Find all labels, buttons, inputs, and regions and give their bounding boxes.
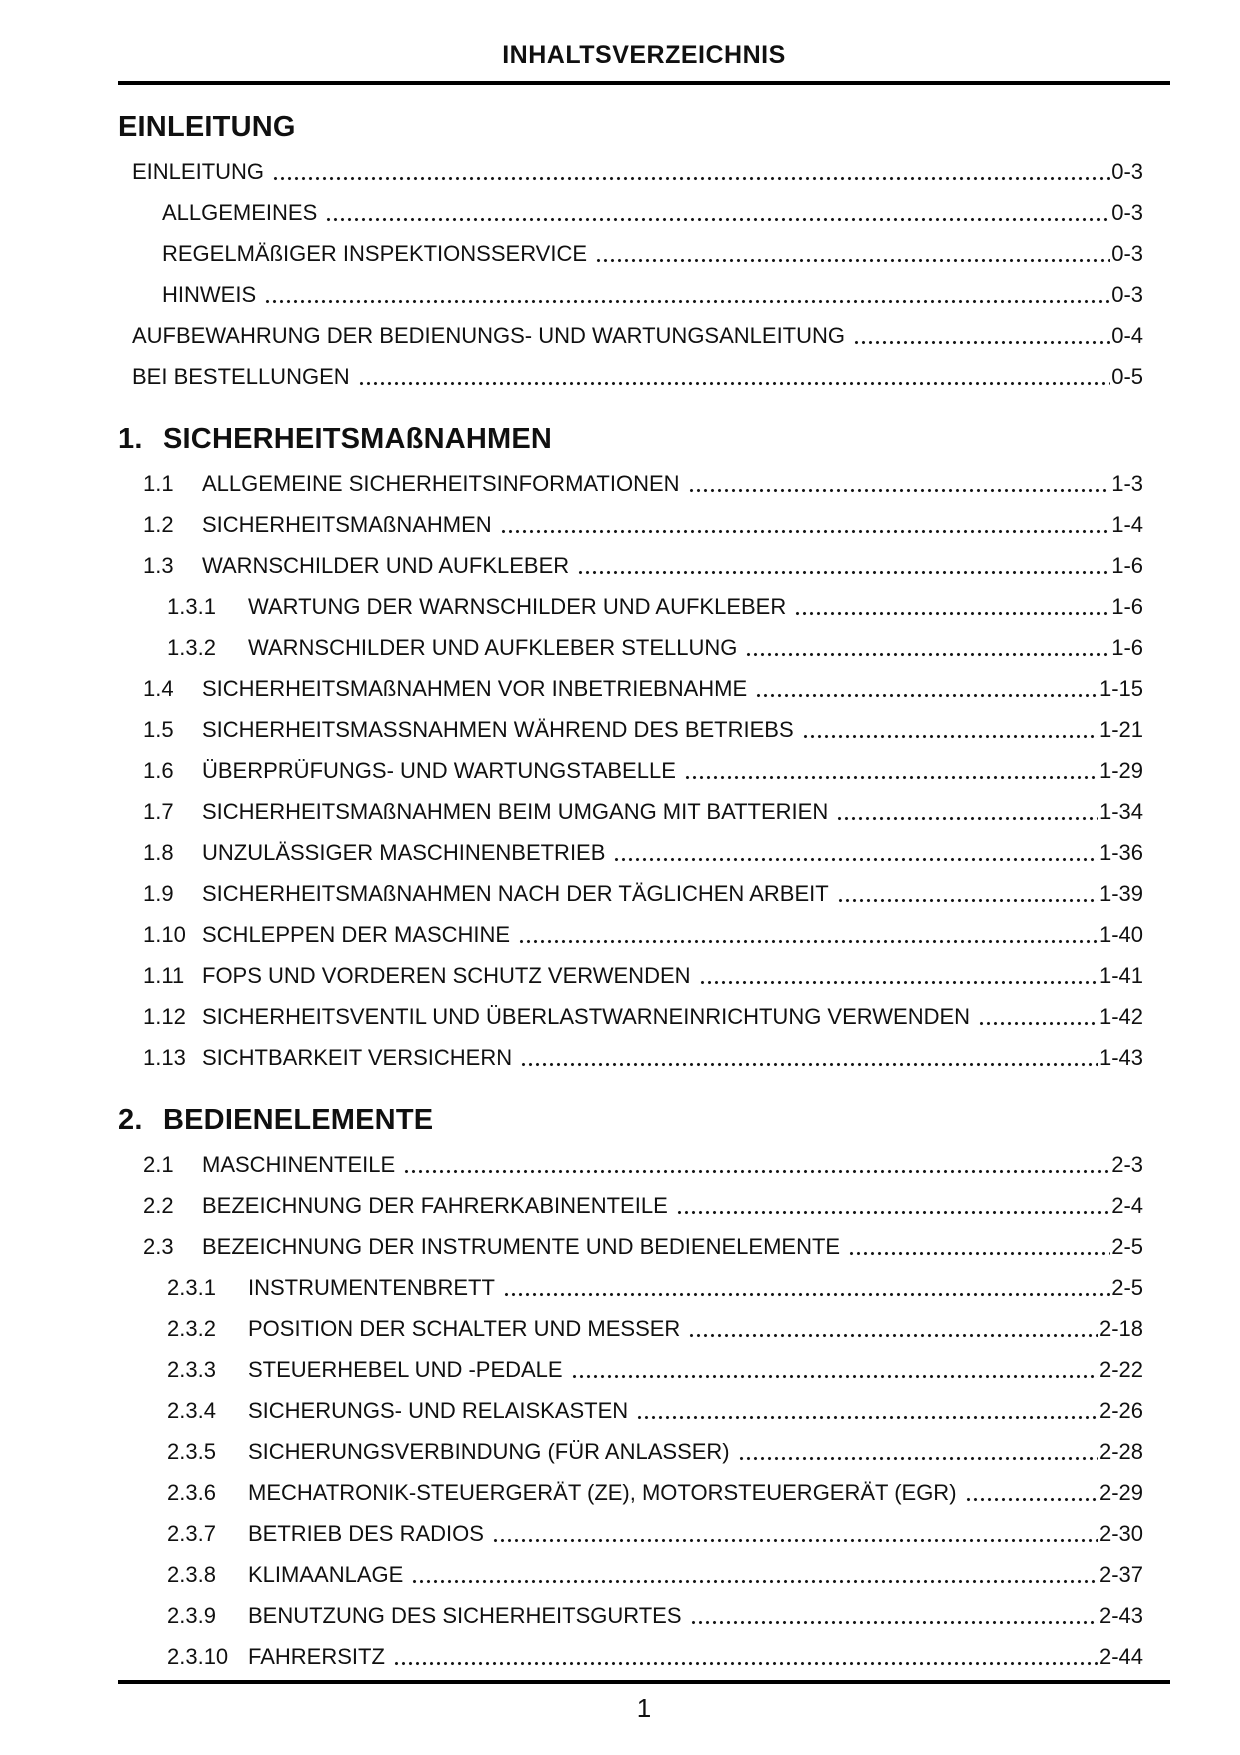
toc-entry bbox=[118, 504, 1170, 545]
section-heading bbox=[118, 109, 1170, 145]
section-title: BEDIENELEMENTE bbox=[163, 1104, 434, 1136]
dot-leader bbox=[688, 463, 1111, 504]
section-entries bbox=[118, 151, 1170, 397]
entry-page-number: 2-18 bbox=[1098, 1316, 1143, 1341]
page-content bbox=[118, 0, 1170, 1677]
toc-entry bbox=[118, 192, 1170, 233]
toc-entry bbox=[118, 233, 1170, 274]
entry-number: 2.3.5 bbox=[167, 1439, 216, 1464]
toc-entry bbox=[118, 791, 1170, 832]
entry-page-number: 2-44 bbox=[1098, 1644, 1143, 1669]
dot-leader bbox=[492, 1513, 1098, 1554]
section-entries bbox=[118, 463, 1170, 1078]
toc-entry bbox=[118, 1513, 1170, 1554]
toc-entry bbox=[118, 151, 1170, 192]
header-rule bbox=[118, 81, 1170, 85]
entry-label: FOPS UND VORDEREN SCHUTZ VERWENDEN bbox=[202, 963, 691, 988]
entry-label: BEZEICHNUNG DER INSTRUMENTE UND BEDIENELEMENTE bbox=[202, 1234, 841, 1259]
entry-page-number: 1-15 bbox=[1098, 676, 1143, 701]
toc-entry bbox=[118, 873, 1170, 914]
entry-label: BENUTZUNG DES SICHERHEITSGURTES bbox=[248, 1603, 682, 1628]
entry-label: WARNSCHILDER UND AUFKLEBER STELLUNG bbox=[248, 635, 738, 660]
toc-entry bbox=[118, 356, 1170, 397]
entry-label: POSITION DER SCHALTER UND MESSER bbox=[248, 1316, 681, 1341]
section-title: EINLEITUNG bbox=[118, 111, 296, 143]
entry-page-number: 1-29 bbox=[1098, 758, 1143, 783]
entry-label: AUFBEWAHRUNG DER BEDIENUNGS- UND WARTUNGSANLEITUNG bbox=[132, 323, 846, 348]
entry-page-number: 2-5 bbox=[1111, 1275, 1143, 1300]
toc-entry bbox=[118, 1308, 1170, 1349]
toc-entry bbox=[118, 668, 1170, 709]
dot-leader bbox=[853, 315, 1110, 356]
toc-entry bbox=[118, 627, 1170, 668]
footer-rule bbox=[118, 1680, 1170, 1684]
entry-label: STEUERHEBEL UND -PEDALE bbox=[248, 1357, 563, 1382]
entry-page-number: 1-40 bbox=[1098, 922, 1143, 947]
entry-label: MECHATRONIK-STEUERGERÄT (ZE), MOTORSTEUERGERÄT (EGR) bbox=[248, 1480, 957, 1505]
toc-entry bbox=[118, 709, 1170, 750]
entry-number: 1.6 bbox=[143, 758, 174, 783]
entry-page-number: 2-43 bbox=[1098, 1603, 1143, 1628]
entry-number: 1.4 bbox=[143, 676, 174, 701]
entry-page-number: 0-5 bbox=[1111, 364, 1143, 389]
dot-leader bbox=[837, 873, 1098, 914]
dot-leader bbox=[272, 151, 1110, 192]
toc-entry bbox=[118, 750, 1170, 791]
dot-leader bbox=[393, 1636, 1098, 1677]
toc-entry bbox=[118, 1185, 1170, 1226]
entry-page-number: 1-43 bbox=[1098, 1045, 1143, 1070]
entry-number: 2.3.1 bbox=[167, 1275, 216, 1300]
dot-leader bbox=[520, 1037, 1098, 1078]
entry-number: 2.3.9 bbox=[167, 1603, 216, 1628]
dot-leader bbox=[264, 274, 1110, 315]
dot-leader bbox=[503, 1267, 1110, 1308]
entry-number: 1.7 bbox=[143, 799, 174, 824]
entry-number: 1.3.2 bbox=[167, 635, 216, 660]
entry-page-number: 1-6 bbox=[1111, 594, 1143, 619]
entry-page-number: 0-4 bbox=[1111, 323, 1143, 348]
toc-section bbox=[118, 109, 1170, 397]
toc-entry bbox=[118, 315, 1170, 356]
section-entries bbox=[118, 1144, 1170, 1677]
entry-label: SICHTBARKEIT VERSICHERN bbox=[202, 1045, 513, 1070]
dot-leader bbox=[794, 586, 1110, 627]
dot-leader bbox=[577, 545, 1110, 586]
dot-leader bbox=[571, 1349, 1098, 1390]
entry-label: UNZULÄSSIGER MASCHINENBETRIEB bbox=[202, 840, 606, 865]
entry-number: 2.3.7 bbox=[167, 1521, 216, 1546]
entry-page-number: 1-39 bbox=[1098, 881, 1143, 906]
entry-number: 1.8 bbox=[143, 840, 174, 865]
dot-leader bbox=[403, 1144, 1110, 1185]
entry-label: INSTRUMENTENBRETT bbox=[248, 1275, 495, 1300]
section-number: 1. bbox=[118, 423, 143, 455]
table-of-contents bbox=[118, 109, 1170, 1677]
entry-label: HINWEIS bbox=[162, 282, 257, 307]
entry-number: 2.2 bbox=[143, 1193, 174, 1218]
entry-page-number: 2-3 bbox=[1111, 1152, 1143, 1177]
toc-entry bbox=[118, 996, 1170, 1037]
entry-page-number: 2-30 bbox=[1098, 1521, 1143, 1546]
entry-page-number: 1-42 bbox=[1098, 1004, 1143, 1029]
entry-label: FAHRERSITZ bbox=[248, 1644, 385, 1669]
dot-leader bbox=[755, 668, 1098, 709]
entry-label: ALLGEMEINE SICHERHEITSINFORMATIONEN bbox=[202, 471, 680, 496]
dot-leader bbox=[358, 356, 1111, 397]
entry-number: 2.3.8 bbox=[167, 1562, 216, 1587]
entry-page-number: 2-37 bbox=[1098, 1562, 1143, 1587]
dot-leader bbox=[745, 627, 1110, 668]
toc-entry bbox=[118, 545, 1170, 586]
entry-label: SCHLEPPEN DER MASCHINE bbox=[202, 922, 511, 947]
toc-entry bbox=[118, 1554, 1170, 1595]
entry-label: ÜBERPRÜFUNGS- UND WARTUNGSTABELLE bbox=[202, 758, 676, 783]
dot-leader bbox=[802, 709, 1098, 750]
entry-page-number: 1-6 bbox=[1111, 553, 1143, 578]
dot-leader bbox=[518, 914, 1098, 955]
dot-leader bbox=[699, 955, 1098, 996]
entry-page-number: 0-3 bbox=[1111, 241, 1143, 266]
entry-number: 1.13 bbox=[143, 1045, 186, 1070]
section-number: 2. bbox=[118, 1104, 143, 1136]
dot-leader bbox=[595, 233, 1110, 274]
entry-label: SICHERHEITSMASSNAHMEN WÄHREND DES BETRIEBS bbox=[202, 717, 794, 742]
entry-number: 2.1 bbox=[143, 1152, 174, 1177]
entry-number: 2.3 bbox=[143, 1234, 174, 1259]
entry-page-number: 0-3 bbox=[1111, 282, 1143, 307]
toc-entry bbox=[118, 463, 1170, 504]
dot-leader bbox=[738, 1431, 1098, 1472]
entry-label: WARTUNG DER WARNSCHILDER UND AUFKLEBER bbox=[248, 594, 787, 619]
section-heading bbox=[118, 1102, 1170, 1138]
dot-leader bbox=[965, 1472, 1098, 1513]
entry-number: 2.3.6 bbox=[167, 1480, 216, 1505]
toc-entry bbox=[118, 1390, 1170, 1431]
entry-page-number: 2-28 bbox=[1098, 1439, 1143, 1464]
entry-number: 1.12 bbox=[143, 1004, 186, 1029]
dot-leader bbox=[848, 1226, 1110, 1267]
entry-page-number: 2-4 bbox=[1111, 1193, 1143, 1218]
toc-entry bbox=[118, 1595, 1170, 1636]
entry-page-number: 2-22 bbox=[1098, 1357, 1143, 1382]
entry-number: 1.3.1 bbox=[167, 594, 216, 619]
dot-leader bbox=[684, 750, 1098, 791]
footer-page-number: 1 bbox=[636, 1693, 652, 1723]
dot-leader bbox=[411, 1554, 1098, 1595]
toc-section bbox=[118, 1102, 1170, 1677]
dot-leader bbox=[676, 1185, 1110, 1226]
entry-number: 2.3.10 bbox=[167, 1644, 229, 1669]
entry-number: 1.1 bbox=[143, 471, 174, 496]
entry-page-number: 0-3 bbox=[1111, 200, 1143, 225]
toc-entry bbox=[118, 586, 1170, 627]
entry-number: 1.10 bbox=[143, 922, 186, 947]
toc-entry bbox=[118, 1431, 1170, 1472]
toc-entry bbox=[118, 1349, 1170, 1390]
section-heading bbox=[118, 421, 1170, 457]
entry-label: WARNSCHILDER UND AUFKLEBER bbox=[202, 553, 570, 578]
entry-page-number: 1-36 bbox=[1098, 840, 1143, 865]
entry-label: SICHERHEITSMAßNAHMEN NACH DER TÄGLICHEN ARBEIT bbox=[202, 881, 829, 906]
dot-leader bbox=[636, 1390, 1098, 1431]
entry-number: 1.11 bbox=[143, 963, 185, 988]
entry-number: 2.3.2 bbox=[167, 1316, 216, 1341]
entry-label: EINLEITUNG bbox=[132, 159, 265, 184]
entry-label: SICHERHEITSMAßNAHMEN BEIM UMGANG MIT BATTERIEN bbox=[202, 799, 829, 824]
dot-leader bbox=[325, 192, 1110, 233]
dot-leader bbox=[978, 996, 1098, 1037]
entry-page-number: 1-41 bbox=[1098, 963, 1143, 988]
entry-label: KLIMAANLAGE bbox=[248, 1562, 404, 1587]
toc-entry bbox=[118, 274, 1170, 315]
toc-entry bbox=[118, 1144, 1170, 1185]
toc-entry bbox=[118, 955, 1170, 996]
entry-page-number: 1-6 bbox=[1111, 635, 1143, 660]
entry-page-number: 2-29 bbox=[1098, 1480, 1143, 1505]
entry-label: BEZEICHNUNG DER FAHRERKABINENTEILE bbox=[202, 1193, 668, 1218]
toc-entry bbox=[118, 1037, 1170, 1078]
toc-entry bbox=[118, 1472, 1170, 1513]
entry-number: 1.5 bbox=[143, 717, 174, 742]
entry-label: SICHERHEITSMAßNAHMEN VOR INBETRIEBNAHME bbox=[202, 676, 748, 701]
entry-label: BETRIEB DES RADIOS bbox=[248, 1521, 484, 1546]
entry-label: BEI BESTELLUNGEN bbox=[132, 364, 350, 389]
dot-leader bbox=[613, 832, 1098, 873]
entry-page-number: 1-3 bbox=[1111, 471, 1143, 496]
entry-number: 1.9 bbox=[143, 881, 174, 906]
dot-leader bbox=[836, 791, 1098, 832]
dot-leader bbox=[688, 1308, 1098, 1349]
entry-label: SICHERHEITSVENTIL UND ÜBERLASTWARNEINRICHTUNG VERWENDEN bbox=[202, 1004, 971, 1029]
toc-entry bbox=[118, 832, 1170, 873]
section-title: SICHERHEITSMAßNAHMEN bbox=[163, 423, 553, 455]
entry-page-number: 0-3 bbox=[1111, 159, 1143, 184]
page-header-title: INHALTSVERZEICHNIS bbox=[502, 41, 786, 69]
toc-entry bbox=[118, 1226, 1170, 1267]
entry-label: ALLGEMEINES bbox=[162, 200, 318, 225]
entry-label: SICHERUNGSVERBINDUNG (FÜR ANLASSER) bbox=[248, 1439, 730, 1464]
entry-number: 1.3 bbox=[143, 553, 174, 578]
toc-entry bbox=[118, 1267, 1170, 1308]
entry-page-number: 2-5 bbox=[1111, 1234, 1143, 1259]
entry-label: SICHERHEITSMAßNAHMEN bbox=[202, 512, 492, 537]
entry-number: 1.2 bbox=[143, 512, 174, 537]
entry-label: SICHERUNGS- UND RELAISKASTEN bbox=[248, 1398, 629, 1423]
toc-section bbox=[118, 421, 1170, 1078]
dot-leader bbox=[500, 504, 1111, 545]
entry-number: 2.3.4 bbox=[167, 1398, 216, 1423]
entry-number: 2.3.3 bbox=[167, 1357, 216, 1382]
dot-leader bbox=[690, 1595, 1098, 1636]
entry-page-number: 1-34 bbox=[1098, 799, 1143, 824]
entry-label: REGELMÄßIGER INSPEKTIONSSERVICE bbox=[162, 241, 588, 266]
entry-page-number: 1-21 bbox=[1098, 717, 1143, 742]
toc-entry bbox=[118, 1636, 1170, 1677]
toc-entry bbox=[118, 914, 1170, 955]
entry-page-number: 2-26 bbox=[1098, 1398, 1143, 1423]
entry-label: MASCHINENTEILE bbox=[202, 1152, 396, 1177]
entry-page-number: 1-4 bbox=[1111, 512, 1143, 537]
